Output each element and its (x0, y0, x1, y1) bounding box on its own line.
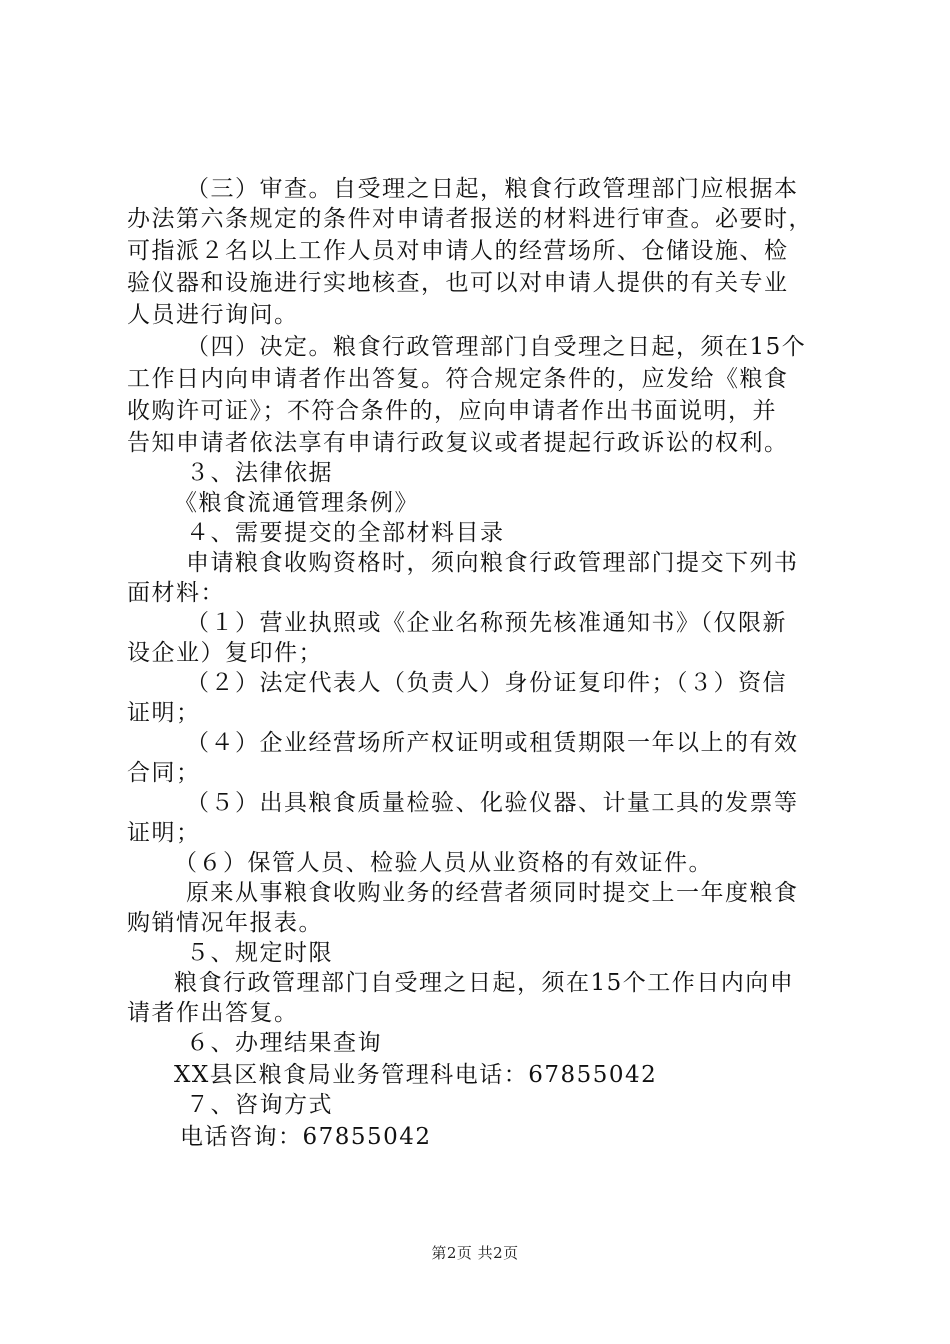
text-line: 证明； (127, 820, 201, 846)
page-number: 第2页 共2页 (431, 1244, 519, 1262)
text-line: 设企业）复印件； (127, 640, 323, 666)
text-line: 可指派２名以上工作人员对申请人的经营场所、仓储设施、检 (127, 238, 789, 264)
text-line: 人员进行询问。 (127, 302, 299, 328)
text-line: （５）出具粮食质量检验、化验仪器、计量工具的发票等 (186, 790, 799, 816)
page-footer (0, 1242, 950, 1263)
text-line: 告知申请者依法享有申请行政复议或者提起行政诉讼的权利。 (127, 430, 789, 456)
text-line: 工作日内向申请者作出答复。符合规定条件的，应发给《粮食 (127, 366, 789, 392)
text-line: 申请粮食收购资格时，须向粮食行政管理部门提交下列书 (186, 550, 799, 576)
text-line: 面材料： (127, 580, 225, 606)
section-heading: ６、办理结果查询 (186, 1030, 382, 1056)
text-line: 购销情况年报表。 (127, 910, 323, 936)
text-line: 请者作出答复。 (127, 1000, 299, 1026)
text-line: 收购许可证》；不符合条件的，应向申请者作出书面说明，并 (127, 398, 777, 424)
section-heading: ５、规定时限 (186, 940, 333, 966)
text-line: （２）法定代表人（负责人）身份证复印件；（３）资信 (186, 670, 787, 696)
text-line: （１）营业执照或《企业名称预先核准通知书》（仅限新 (186, 610, 787, 636)
text-line: 验仪器和设施进行实地核查，也可以对申请人提供的有关专业 (127, 270, 789, 296)
text-line: 《粮食流通管理条例》 (174, 490, 419, 516)
text-line: （三）审查。自受理之日起，粮食行政管理部门应根据本 (186, 176, 799, 202)
section-heading: ４、需要提交的全部材料目录 (186, 520, 505, 546)
text-line: （６）保管人员、检验人员从业资格的有效证件。 (174, 850, 713, 876)
text-line: 原来从事粮食收购业务的经营者须同时提交上一年度粮食 (186, 880, 799, 906)
section-heading: ７、咨询方式 (186, 1092, 333, 1118)
text-line: （４）企业经营场所产权证明或租赁期限一年以上的有效 (186, 730, 799, 756)
text-line: 电话咨询：67855042 (180, 1124, 432, 1150)
text-line: （四）决定。粮食行政管理部门自受理之日起，须在15个 (186, 334, 807, 360)
text-line: 粮食行政管理部门自受理之日起，须在15个工作日内向申 (174, 970, 795, 996)
text-line: 合同； (127, 760, 201, 786)
text-line: XX县区粮食局业务管理科电话：67855042 (174, 1062, 658, 1088)
text-line: 办法第六条规定的条件对申请者报送的材料进行审查。必要时， (127, 206, 813, 232)
section-heading: ３、法律依据 (186, 460, 333, 486)
text-line: 证明； (127, 700, 201, 726)
